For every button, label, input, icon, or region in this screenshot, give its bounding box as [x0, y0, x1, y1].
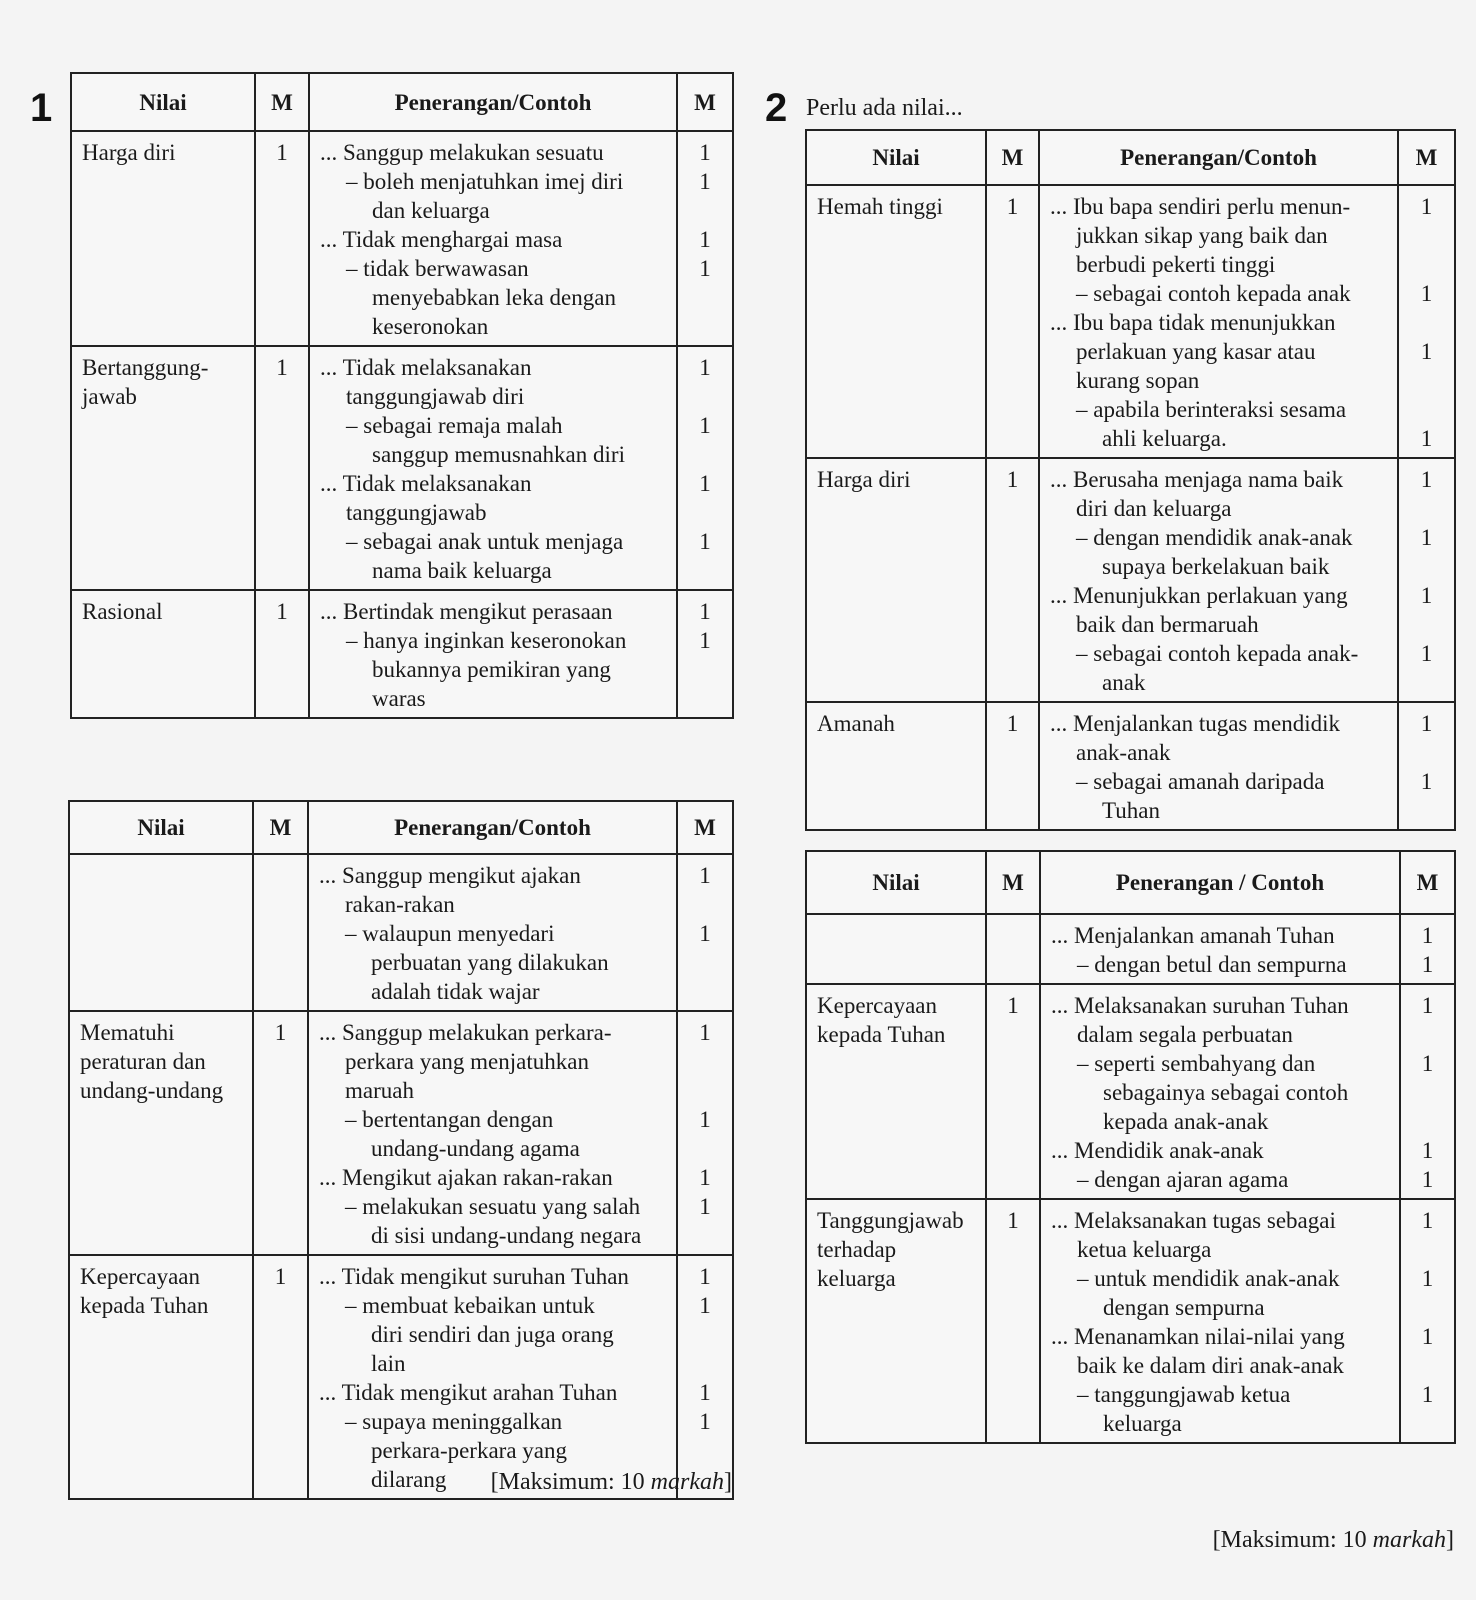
nilai-cell: Rasional — [71, 590, 255, 718]
penerangan-line: ... Berusaha menjaga nama baik — [1050, 467, 1344, 492]
penerangan-cell — [308, 1011, 677, 1255]
q2-maksimum-markah: [Maksimum: 10 markah] — [1212, 1527, 1454, 1553]
penerangan-line: ketua keluarga — [1077, 1237, 1212, 1262]
penerangan-line: baik dan bermaruah — [1076, 612, 1259, 637]
penerangan-line: – tidak berwawasan — [346, 256, 529, 281]
penerangan-line: anak — [1102, 670, 1146, 695]
header-nilai: Nilai — [69, 801, 253, 854]
nilai-cell: Hemah tinggi — [806, 185, 986, 458]
penerangan-line: – sebagai amanah daripada — [1076, 769, 1325, 794]
table-row — [806, 702, 1455, 830]
penerangan-line: berbudi pekerti tinggi — [1076, 252, 1276, 277]
line-markah: 1 — [699, 863, 711, 888]
header-m: M — [986, 851, 1040, 914]
penerangan-line: – sebagai contoh kepada anak- — [1076, 641, 1359, 666]
table-row — [806, 185, 1455, 458]
penerangan-line: – dengan ajaran agama — [1077, 1167, 1289, 1192]
penerangan-line: supaya berkelakuan baik — [1102, 554, 1330, 579]
penerangan-markah-cell — [1400, 914, 1455, 984]
penerangan-line: ... Ibu bapa sendiri perlu menun- — [1050, 194, 1351, 219]
penerangan-line: – sebagai remaja malah — [346, 413, 563, 438]
penerangan-line: – apabila berinteraksi sesama — [1076, 397, 1347, 422]
penerangan-line: ... Mengikut ajakan rakan-rakan — [319, 1165, 613, 1190]
line-markah: 1 — [699, 140, 711, 165]
penerangan-cell — [309, 346, 677, 590]
header-penerangan: Penerangan / Contoh — [1040, 851, 1400, 914]
line-markah: 1 — [699, 529, 711, 554]
line-markah: 1 — [1421, 993, 1434, 1018]
penerangan-markah-cell — [677, 1011, 733, 1255]
penerangan-line: – dengan betul dan sempurna — [1077, 952, 1347, 977]
line-markah: 1 — [699, 628, 711, 653]
penerangan-line: kepada anak-anak — [1103, 1109, 1269, 1134]
table-row — [71, 346, 733, 590]
penerangan-line: ... Bertindak mengikut perasaan — [320, 599, 613, 624]
table-row — [806, 458, 1455, 702]
line-markah: 1 — [699, 1194, 711, 1219]
table-row — [71, 131, 733, 346]
penerangan-line: – sebagai contoh kepada anak — [1076, 281, 1351, 306]
penerangan-line: kurang sopan — [1076, 368, 1200, 393]
q1-table-2 — [68, 800, 734, 1500]
nilai-markah-cell: 1 — [255, 346, 309, 590]
header-penerangan: Penerangan/Contoh — [308, 801, 677, 854]
penerangan-markah-cell — [677, 590, 733, 718]
penerangan-markah-cell — [677, 346, 733, 590]
penerangan-line: ... Sanggup melakukan perkara- — [319, 1020, 612, 1045]
penerangan-line: – membuat kebaikan untuk — [345, 1293, 595, 1318]
line-markah: 1 — [1420, 281, 1433, 306]
q1-maksimum-markah: [Maksimum: 10 markah] — [490, 1469, 732, 1495]
penerangan-markah-cell — [677, 131, 733, 346]
line-markah: 1 — [699, 169, 711, 194]
header-nilai: Nilai — [806, 851, 986, 914]
penerangan-line: sanggup memusnahkan diri — [372, 442, 625, 467]
penerangan-line: – melakukan sesuatu yang salah — [345, 1194, 641, 1219]
header-m-markah: M — [677, 801, 733, 854]
table-row — [806, 984, 1455, 1199]
line-markah: 1 — [699, 1264, 711, 1289]
penerangan-line: ... Ibu bapa tidak menunjukkan — [1050, 310, 1336, 335]
penerangan-line: ... Tidak mengikut arahan Tuhan — [319, 1380, 618, 1405]
line-markah: 1 — [699, 1165, 711, 1190]
penerangan-cell — [1040, 984, 1400, 1199]
nilai-markah-cell: 1 — [253, 1011, 308, 1255]
penerangan-markah-cell — [677, 854, 733, 1011]
penerangan-line: – bertentangan dengan — [345, 1107, 554, 1132]
line-markah: 1 — [1421, 923, 1434, 948]
header-m: M — [253, 801, 308, 854]
penerangan-cell — [309, 131, 677, 346]
penerangan-line: dan keluarga — [372, 198, 490, 223]
penerangan-line: ... Melaksanakan tugas sebagai — [1051, 1208, 1336, 1233]
line-markah: 1 — [699, 1409, 711, 1434]
q2-table-1 — [805, 129, 1456, 831]
header-nilai: Nilai — [806, 130, 986, 185]
penerangan-line: perkara-perkara yang — [371, 1438, 568, 1463]
penerangan-line: tanggungjawab — [346, 500, 487, 525]
penerangan-line: tanggungjawab diri — [346, 384, 525, 409]
penerangan-line: ... Melaksanakan suruhan Tuhan — [1051, 993, 1349, 1018]
penerangan-markah-cell — [1398, 458, 1455, 702]
penerangan-markah-cell — [677, 1255, 733, 1499]
penerangan-line: diri sendiri dan juga orang — [371, 1322, 614, 1347]
line-markah: 1 — [1420, 339, 1433, 364]
penerangan-line: dengan sempurna — [1103, 1295, 1265, 1320]
penerangan-cell — [1040, 914, 1400, 984]
penerangan-line: – sebagai anak untuk menjaga — [346, 529, 624, 554]
nilai-cell: Harga diri — [71, 131, 255, 346]
header-m-markah: M — [1398, 130, 1455, 185]
penerangan-line: ... Mendidik anak-anak — [1051, 1138, 1264, 1163]
penerangan-line: ... Tidak melaksanakan — [320, 355, 532, 380]
penerangan-line: adalah tidak wajar — [371, 979, 540, 1004]
line-markah: 1 — [1420, 769, 1433, 794]
penerangan-line: dilarang — [371, 1467, 447, 1492]
header-m-markah: M — [677, 73, 733, 131]
nilai-cell: Harga diri — [806, 458, 986, 702]
table-row — [69, 854, 733, 1011]
nilai-markah-cell: 1 — [253, 1255, 308, 1499]
line-markah: 1 — [699, 1107, 711, 1132]
penerangan-line: – walaupun menyedari — [345, 921, 555, 946]
penerangan-line: sebagainya sebagai contoh — [1103, 1080, 1349, 1105]
penerangan-line: – supaya meninggalkan — [345, 1409, 563, 1434]
nilai-markah-cell: 1 — [986, 1199, 1040, 1443]
penerangan-line: baik ke dalam diri anak-anak — [1077, 1353, 1344, 1378]
penerangan-line: – dengan mendidik anak-anak — [1076, 525, 1353, 550]
nilai-cell: Kepercayaan kepada Tuhan — [69, 1255, 253, 1499]
penerangan-line: – hanya inginkan keseronokan — [346, 628, 627, 653]
penerangan-cell — [309, 590, 677, 718]
penerangan-line: ... Menanamkan nilai-nilai yang — [1051, 1324, 1345, 1349]
penerangan-line: – seperti sembahyang dan — [1077, 1051, 1316, 1076]
nilai-markah-cell: 1 — [986, 702, 1039, 830]
penerangan-line: dalam segala perbuatan — [1077, 1022, 1293, 1047]
line-markah: 1 — [699, 227, 711, 252]
penerangan-line: ... Sanggup melakukan sesuatu — [320, 140, 604, 165]
penerangan-cell — [1039, 458, 1398, 702]
penerangan-line: maruah — [345, 1078, 414, 1103]
line-markah: 1 — [1420, 641, 1433, 666]
line-markah: 1 — [1421, 1324, 1434, 1349]
penerangan-line: nama baik keluarga — [372, 558, 552, 583]
header-m: M — [986, 130, 1039, 185]
line-markah: 1 — [699, 599, 711, 624]
nilai-cell: Kepercayaan kepada Tuhan — [806, 984, 986, 1199]
header-m-markah: M — [1400, 851, 1455, 914]
penerangan-line: anak-anak — [1076, 740, 1171, 765]
header-m: M — [255, 73, 309, 131]
line-markah: 1 — [699, 471, 711, 496]
line-markah: 1 — [699, 355, 711, 380]
nilai-cell: Tanggungjawab terhadap keluarga — [806, 1199, 986, 1443]
penerangan-line: menyebabkan leka dengan — [372, 285, 616, 310]
question-2-intro: Perlu ada nilai... — [806, 95, 963, 121]
line-markah: 1 — [1420, 583, 1433, 608]
question-number-1: 1 — [30, 86, 53, 130]
penerangan-line: ... Sanggup mengikut ajakan — [319, 863, 581, 888]
nilai-cell: Amanah — [806, 702, 986, 830]
line-markah: 1 — [1420, 467, 1433, 492]
table-row — [69, 1011, 733, 1255]
table-row — [71, 590, 733, 718]
header-nilai: Nilai — [71, 73, 255, 131]
nilai-markah-cell: 1 — [986, 458, 1039, 702]
line-markah: 1 — [1421, 1382, 1434, 1407]
penerangan-line: perbuatan yang dilakukan — [371, 950, 609, 975]
penerangan-markah-cell — [1398, 185, 1455, 458]
line-markah: 1 — [699, 1020, 711, 1045]
line-markah: 1 — [1420, 194, 1433, 219]
penerangan-line: ... Tidak melaksanakan — [320, 471, 532, 496]
line-markah: 1 — [1421, 1138, 1434, 1163]
penerangan-line: ... Menjalankan amanah Tuhan — [1051, 923, 1335, 948]
penerangan-cell — [1040, 1199, 1400, 1443]
penerangan-cell — [1039, 185, 1398, 458]
header-penerangan: Penerangan/Contoh — [1039, 130, 1398, 185]
nilai-markah-cell: 1 — [986, 185, 1039, 458]
nilai-markah-cell: 1 — [986, 984, 1040, 1199]
penerangan-line: Tuhan — [1102, 798, 1160, 823]
line-markah: 1 — [1420, 426, 1433, 451]
penerangan-line: – untuk mendidik anak-anak — [1077, 1266, 1340, 1291]
nilai-cell — [69, 854, 253, 1011]
nilai-cell: Mematuhi peraturan dan undang-undang — [69, 1011, 253, 1255]
penerangan-line: diri dan keluarga — [1076, 496, 1232, 521]
q2-table-2 — [805, 850, 1456, 1444]
line-markah: 1 — [1421, 1266, 1434, 1291]
penerangan-line: di sisi undang-undang negara — [371, 1223, 642, 1248]
penerangan-line: ... Tidak menghargai masa — [320, 227, 563, 252]
line-markah: 1 — [699, 921, 711, 946]
penerangan-markah-cell — [1400, 1199, 1455, 1443]
penerangan-markah-cell — [1400, 984, 1455, 1199]
penerangan-line: perlakuan yang kasar atau — [1076, 339, 1316, 364]
penerangan-line: rakan-rakan — [345, 892, 455, 917]
penerangan-cell — [308, 1255, 677, 1499]
table-row — [806, 1199, 1455, 1443]
q1-table-1 — [70, 72, 734, 719]
line-markah: 1 — [1421, 952, 1434, 977]
penerangan-line: keluarga — [1103, 1411, 1182, 1436]
line-markah: 1 — [699, 256, 711, 281]
penerangan-cell — [1039, 702, 1398, 830]
penerangan-line: ... Menjalankan tugas mendidik — [1050, 711, 1340, 736]
header-penerangan: Penerangan/Contoh — [309, 73, 677, 131]
penerangan-line: jukkan sikap yang baik dan — [1076, 223, 1328, 248]
penerangan-line: ... Tidak mengikut suruhan Tuhan — [319, 1264, 629, 1289]
penerangan-cell — [308, 854, 677, 1011]
nilai-markah-cell — [986, 914, 1040, 984]
penerangan-line: – boleh menjatuhkan imej diri — [346, 169, 624, 194]
nilai-markah-cell — [253, 854, 308, 1011]
nilai-markah-cell: 1 — [255, 131, 309, 346]
penerangan-line: waras — [372, 686, 426, 711]
penerangan-line: bukannya pemikiran yang — [372, 657, 611, 682]
line-markah: 1 — [699, 413, 711, 438]
question-number-2: 2 — [765, 86, 788, 130]
line-markah: 1 — [1420, 525, 1433, 550]
penerangan-line: undang-undang agama — [371, 1136, 580, 1161]
penerangan-line: keseronokan — [372, 314, 489, 339]
nilai-markah-cell: 1 — [255, 590, 309, 718]
table-row — [806, 914, 1455, 984]
penerangan-line: ... Menunjukkan perlakuan yang — [1050, 583, 1348, 608]
nilai-cell: Bertanggung- jawab — [71, 346, 255, 590]
line-markah: 1 — [1420, 711, 1433, 736]
penerangan-line: ahli keluarga. — [1102, 426, 1227, 451]
penerangan-line: perkara yang menjatuhkan — [345, 1049, 589, 1074]
line-markah: 1 — [1421, 1208, 1434, 1233]
penerangan-line: – tanggungjawab ketua — [1077, 1382, 1291, 1407]
nilai-cell — [806, 914, 986, 984]
line-markah: 1 — [1421, 1051, 1434, 1076]
line-markah: 1 — [699, 1293, 711, 1318]
table-row — [69, 1255, 733, 1499]
line-markah: 1 — [699, 1380, 711, 1405]
penerangan-line: lain — [371, 1351, 406, 1376]
line-markah: 1 — [1421, 1167, 1434, 1192]
penerangan-markah-cell — [1398, 702, 1455, 830]
